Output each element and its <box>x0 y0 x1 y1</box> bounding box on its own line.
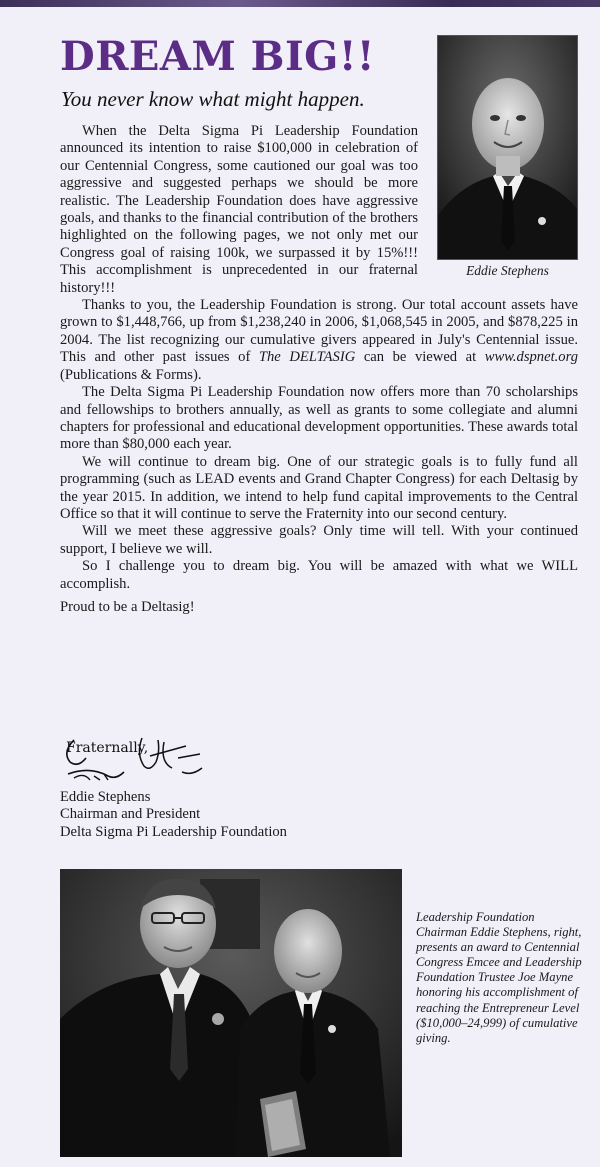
signature-fraternally: Fraternally, <box>66 740 149 756</box>
award-photo-illustration <box>60 869 402 1157</box>
signer-organization: Delta Sigma Pi Leadership Foundation <box>60 823 287 840</box>
signature-image <box>60 732 210 786</box>
paragraph-3: The Delta Sigma Pi Leadership Foundation now offers more than 70 scholarships and fellowships to brothers annually, as well as grants to some collegiate and alumni chapters for professional and educational development opportunities. These awards total more than $80,000 each year. <box>60 384 578 453</box>
paragraph-1: When the Delta Sigma Pi Leadership Foundation announced its intention to raise $100,000 in celebration of our Centennial Congress, some cautioned our goal was too aggressive and suggested perhaps we should be more realistic. The Leadership Foundation does have aggressive goals, and thanks to the financial contribution of the brothers highlighted on the following pages, we not only met our Congress goal of raising 100k, we surpassed it by 15%!!! This accomplishment is unprecedented in our fraternal history!!! <box>60 123 418 296</box>
paragraph-2-text: Thanks to you, the Leadership Foundation is strong. Our total account assets have grown to $1,448,766, up from $1,238,240 in 2006, $1,068,545 in 2005, and $878,225 in 2004. The list recognizing our cumulative givers appeared in July's Centennial issue. This and other past issues of <box>60 297 578 366</box>
paragraph-5: Will we meet these aggressive goals? Only time will tell. With your continued support, I believe we will. <box>60 523 578 557</box>
website-link[interactable]: www.dspnet.org <box>484 349 578 366</box>
article-body <box>60 123 578 616</box>
paragraph-6: So I challenge you to dream big. You will be amazed with what we WILL accomplish. <box>60 558 578 592</box>
top-decorative-strip <box>0 0 600 7</box>
closing-line: Proud to be a Deltasig! <box>60 598 195 615</box>
portrait-caption: Eddie Stephens <box>466 263 549 278</box>
subheadline: You never know what might happen. <box>61 87 365 111</box>
handwritten-signature <box>60 732 210 786</box>
signer-title: Chairman and President <box>60 806 201 823</box>
signer-name: Eddie Stephens <box>60 789 151 805</box>
headline: DREAM BIG!! <box>60 33 375 80</box>
award-photo-caption: Leadership Foundation Chairman Eddie Stephens, right, presents an award to Centennial Congress Emcee and Leadership Foundation Trustee Joe Mayne honoring his accomplishment of reaching the Entrepreneur Level ($10,000–24,999) of cumulative giving. <box>416 910 582 1045</box>
magazine-title: The DELTASIG <box>258 349 356 366</box>
paragraph-4: We will continue to dream big. One of our strategic goals is to fully fund all programming (such as LEAD events and Grand Chapter Congress) for each Deltasig by the year 2015. In addition, we intend to help fund capital improvements to the Central Office so that it will continue to serve the Fraternity into our second century. <box>60 453 578 522</box>
signer-block <box>60 789 287 841</box>
article-page <box>0 7 600 1167</box>
award-photo <box>60 869 402 1157</box>
paragraph-2 <box>60 297 578 384</box>
portrait-float-spacer <box>418 123 578 273</box>
paragraph-2-middle: can be viewed at <box>355 349 485 366</box>
paragraph-2-end: (Publications & Forms). <box>60 366 202 383</box>
